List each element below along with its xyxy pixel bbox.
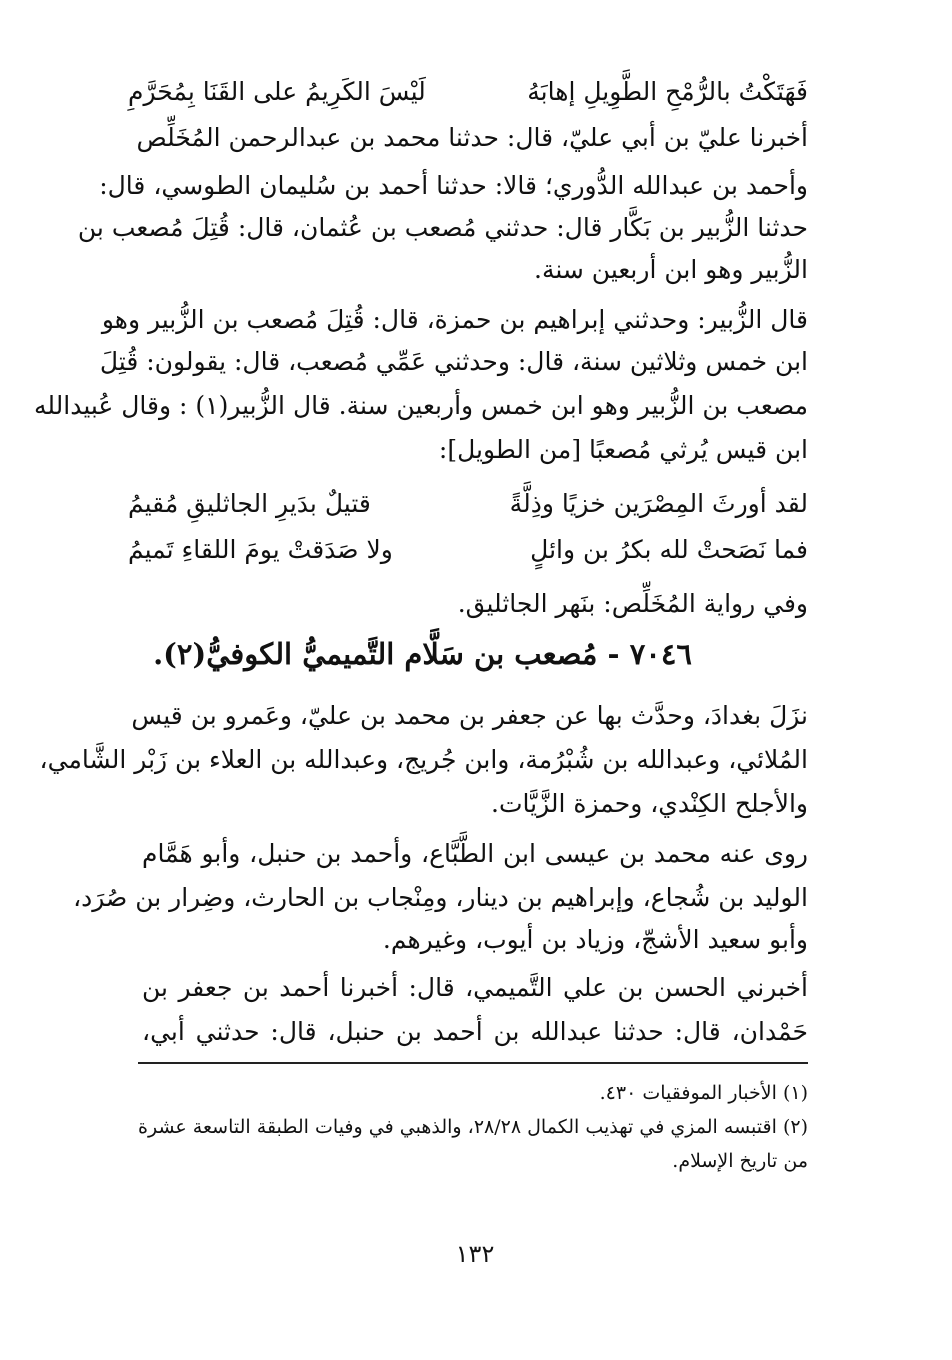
para2-line-1: قال الزُّبير: وحدثني إبراهيم بن حمزة، قال: قُتِلَ مُصعب بن الزُّبير وهو (101, 305, 808, 334)
footnote-2-line-2: من تاريخ الإسلام. (672, 1150, 808, 1172)
para4-line-1: روى عنه محمد بن عيسى ابن الطَّبَّاع، وأحمد بن حنبل، وأبو هَمَّام (142, 839, 808, 868)
poem-verse-2-first-hemistich: فما نَصَحتْ لله بكرُ بن وائلٍ (530, 535, 808, 564)
para2-line-2: ابن خمس وثلاثين سنة، قال: وحدثني عَمِّي مُصعب، قال: يقولون: قُتِلَ (99, 347, 808, 376)
para4-line-3: وأبو سعيد الأشجّ، وزياد بن أيوب، وغيرهم. (382, 925, 808, 954)
verse-top-first-hemistich: فَهَتَكْتُ بالرُّمْحِ الطَّوِيلِ إهابَهُ (527, 77, 808, 106)
para3-line-2: المُلائي، وعبدالله بن شُبْرُمة، وابن جُريج، وعبدالله بن العلاء بن زَبْر الشَّامي، (39, 745, 808, 774)
para1-line-1: أخبرنا عليّ بن أبي عليّ، قال: حدثنا محمد بن عبدالرحمن المُخَلِّص (136, 123, 808, 152)
para3-line-3: والأجلح الكِنْدي، وحمزة الزَّيَّات. (491, 789, 808, 818)
riwaya-note: وفي رواية المُخَلِّص: بنَهر الجاثليق. (457, 589, 808, 618)
para5-line-2: حَمْدان، قال: حدثنا عبدالله بن أحمد بن حنبل، قال: حدثني أبي، (142, 1017, 808, 1046)
verse-top (128, 72, 808, 116)
entry-heading: ٧٠٤٦ - مُصعب بن سَلَّام التَّميميُّ الكوفيُّ(٢). (153, 637, 692, 671)
para4-line-2: الوليد بن شُجاع، وإبراهيم بن دينار، ومِنْجاب بن الحارث، وضِرار بن صُرَد، (73, 883, 808, 912)
poem-verse-1 (128, 484, 808, 528)
verse-top-second-hemistich: لَيْسَ الكَرِيمُ على القَنَا بِمُحَرَّمِ (128, 77, 426, 106)
poem-verse-1-second-hemistich: قتيلٌ بدَيرِ الجاثليقِ مُقيمُ (128, 489, 371, 518)
para1-line-2: وأحمد بن عبدالله الدُّوري؛ قالا: حدثنا أحمد بن سُليمان الطوسي، قال: (99, 171, 808, 200)
poem-verse-2 (128, 530, 808, 574)
para2-line-3: مصعب بن الزُّبير وهو ابن خمس وأربعين سنة. قال الزُّبير(١) : وقال عُبيدالله (33, 391, 808, 420)
footnote-2-line-1: (٢) اقتبسه المزي في تهذيب الكمال ٢٨/٢٨، والذهبي في وفيات الطبقة التاسعة عشرة (138, 1116, 808, 1138)
para2-line-4: ابن قيس يُرثي مُصعبًا [من الطويل]: (438, 435, 808, 464)
para3-line-1: نزَلَ بغدادَ، وحدَّث بها عن جعفر بن محمد بن عليّ، وعَمرو بن قيس (131, 701, 808, 730)
footnote-separator (138, 1062, 808, 1064)
page-number: ١٣٢ (455, 1240, 495, 1268)
poem-verse-1-first-hemistich: لقد أورثَ المِصْرَين خزيًا وذِلَّةً (509, 489, 808, 518)
para1-line-4: الزُّبير وهو ابن أربعين سنة. (534, 255, 808, 284)
para1-line-3: حدثنا الزُّبير بن بَكَّار قال: حدثني مُصعب بن عُثمان، قال: قُتِلَ مُصعب بن (77, 213, 808, 242)
footnote-1: (١) الأخبار الموفقيات ٤٣٠. (599, 1082, 808, 1104)
poem-verse-2-second-hemistich: ولا صَدَقتْ يومَ اللقاءِ تَميمُ (128, 535, 393, 564)
para5-line-1: أخبرني الحسن بن علي التَّميمي، قال: أخبرنا أحمد بن جعفر بن (142, 973, 808, 1002)
